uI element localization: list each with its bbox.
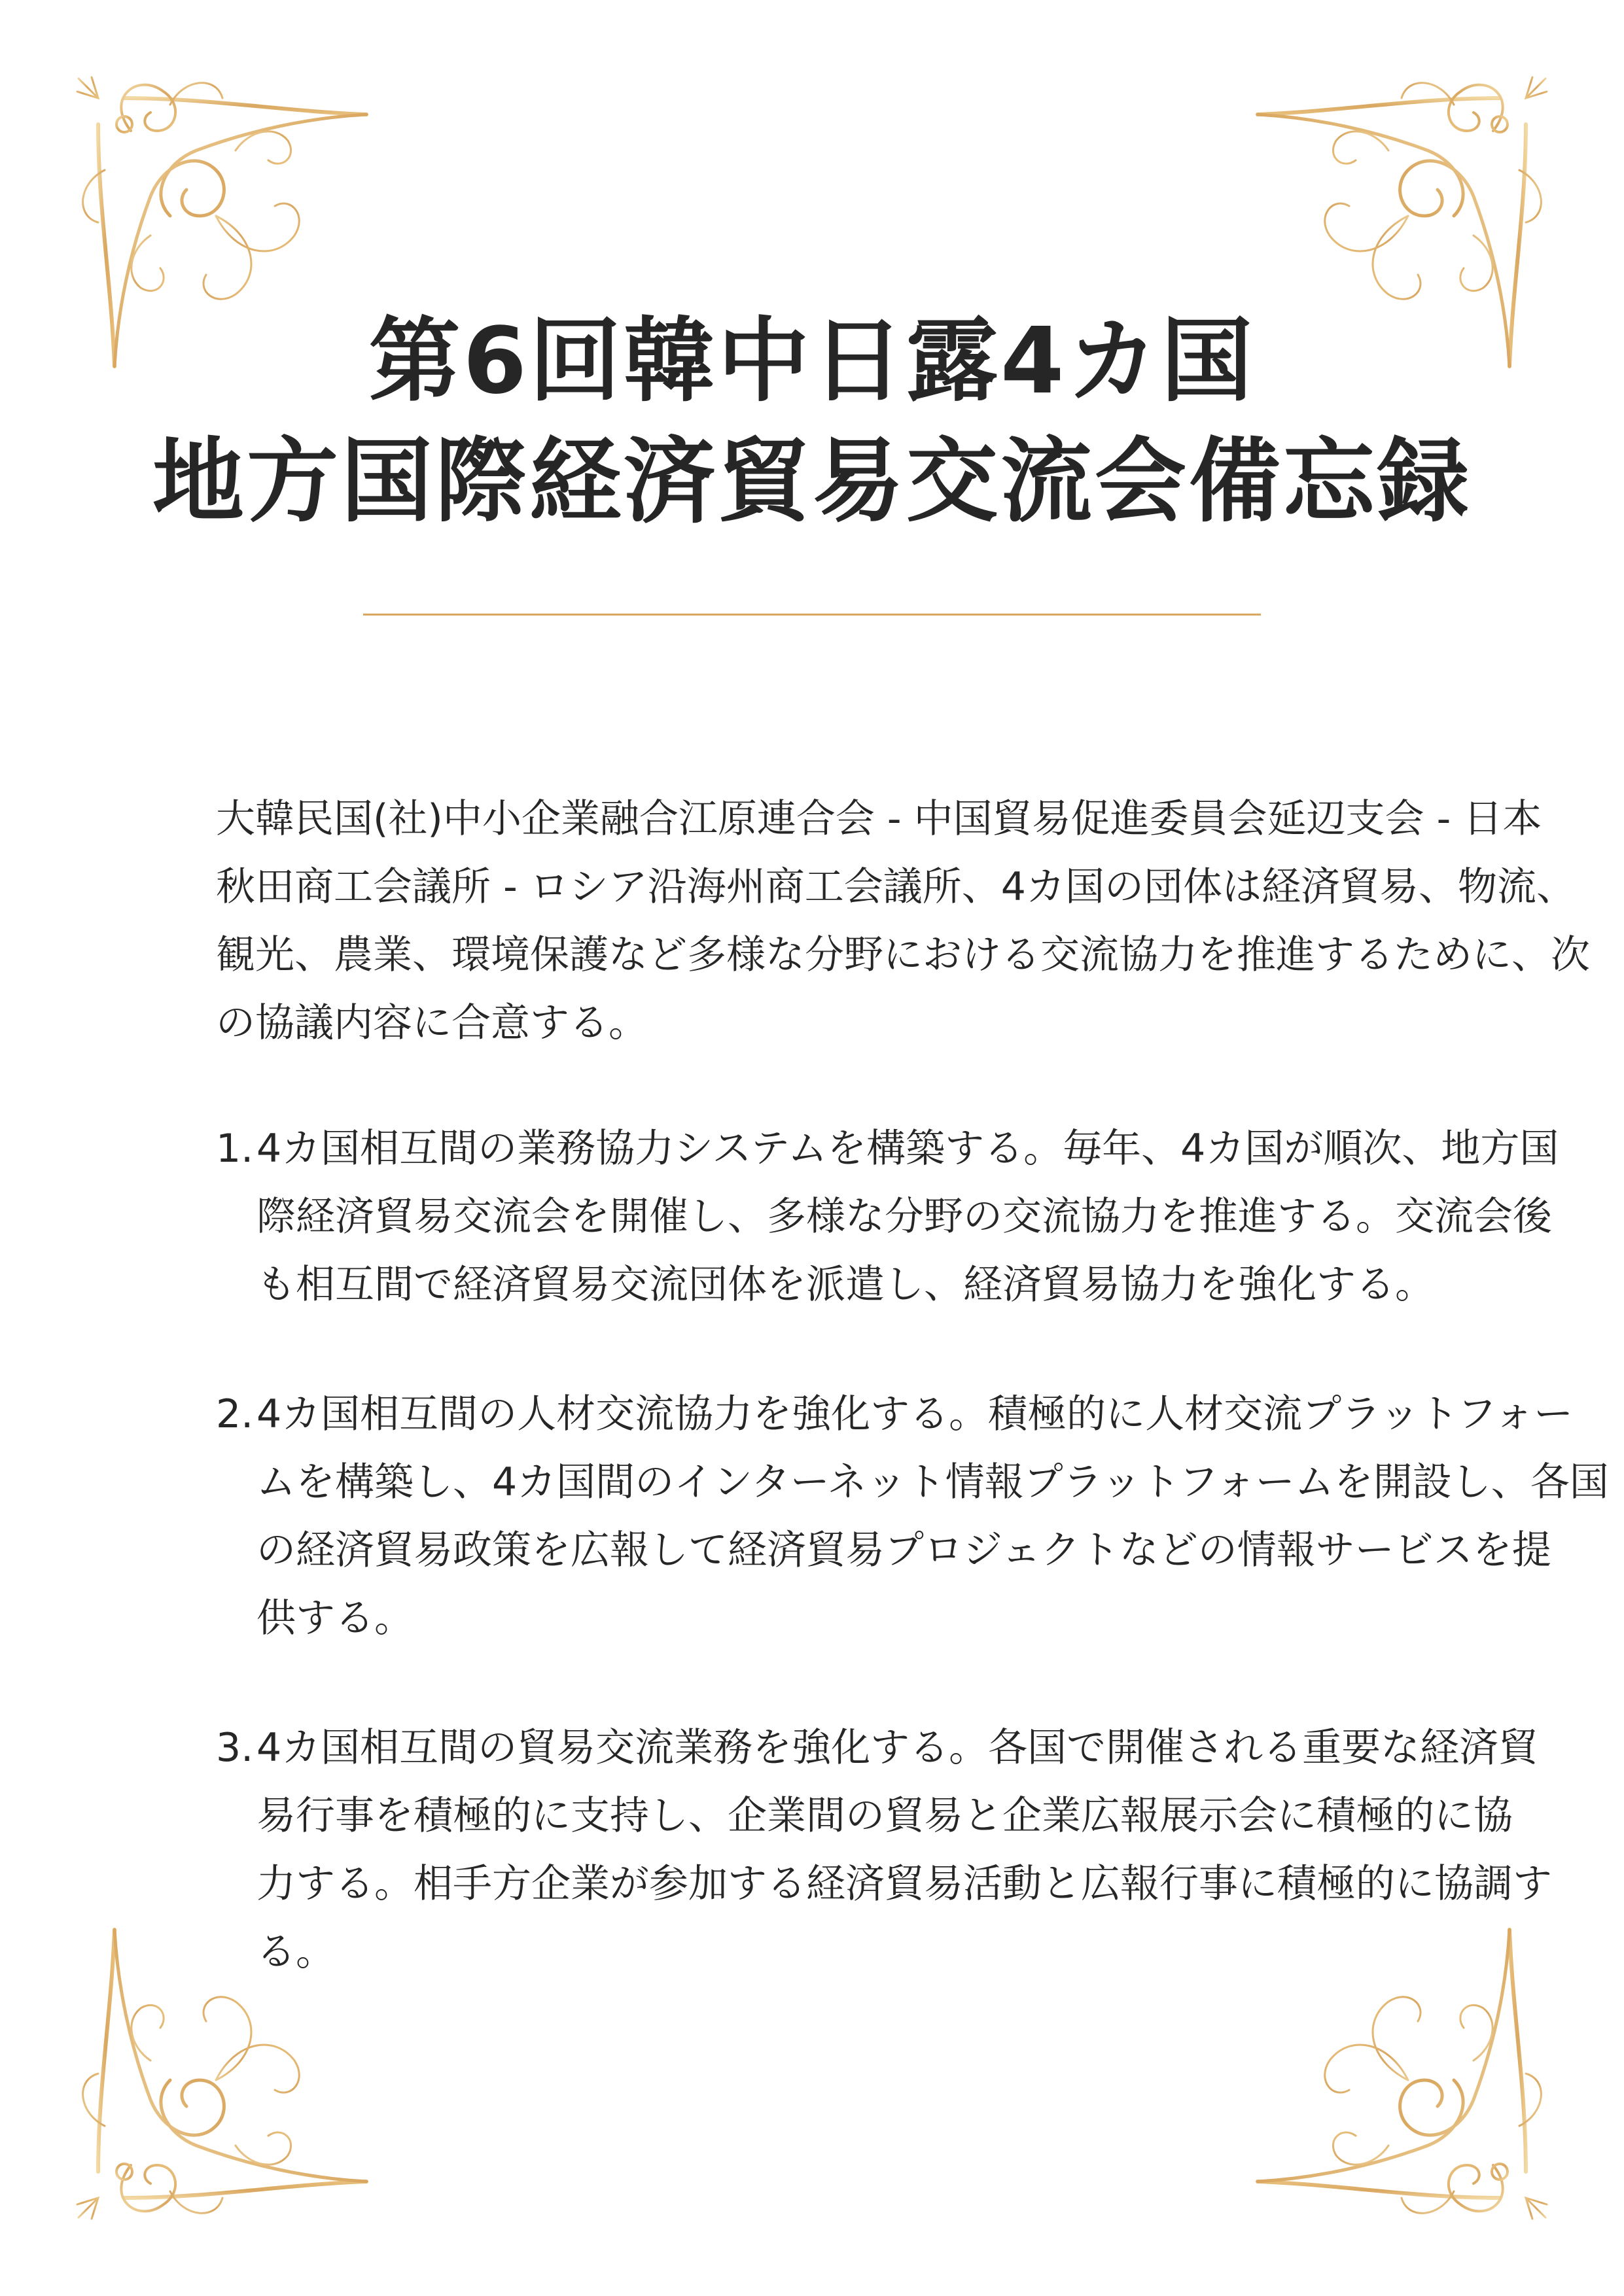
item-line: 易行事を積極的に支持し、企業間の貿易と企業広報展示会に積極的に協 bbox=[256, 1793, 1513, 1839]
item-line: 4カ国相互間の貿易交流業務を強化する。各国で開催される重要な経済貿 bbox=[256, 1725, 1538, 1771]
intro-line: 大韓民国(社)中小企業融合江原連合会 - 中国貿易促進委員会延辺支会 - 日本 bbox=[216, 796, 1542, 842]
agreement-item-1 bbox=[216, 1115, 1559, 1319]
item-line: 4カ国相互間の業務協力システムを構築する。毎年、4カ国が順次、地方国 bbox=[256, 1126, 1559, 1172]
intro-line: 秋田商工会議所 - ロシア沿海州商工会議所、4カ国の団体は経済貿易、物流、 bbox=[216, 864, 1576, 910]
item-line: 力する。相手方企業が参加する経済貿易活動と広報行事に積極的に協調す bbox=[256, 1861, 1552, 1907]
document-title-line-2: 地方国際経済貿易交流会備忘録 bbox=[152, 428, 1472, 535]
item-line: 供する。 bbox=[256, 1595, 414, 1641]
item-line: ムを構築し、4カ国間のインターネット情報プラットフォームを開設し、各国 bbox=[256, 1459, 1609, 1505]
document-title-line-1: 第6回韓中日露4カ国 bbox=[368, 308, 1256, 415]
agreement-item-2 bbox=[216, 1380, 1609, 1652]
item-line: も相互間で経済貿易交流団体を派遣し、経済貿易協力を強化する。 bbox=[256, 1262, 1434, 1308]
item-line: の経済貿易政策を広報して経済貿易プロジェクトなどの情報サービスを提 bbox=[256, 1527, 1551, 1573]
title-divider bbox=[363, 614, 1261, 616]
intro-line: の協議内容に合意する。 bbox=[216, 1000, 648, 1046]
item-number: 3. bbox=[216, 1725, 254, 1771]
item-line: 際経済貿易交流会を開催し、多様な分野の交流協力を推進する。交流会後 bbox=[256, 1194, 1552, 1240]
item-number: 2. bbox=[216, 1391, 254, 1437]
intro-paragraph bbox=[216, 785, 1590, 1057]
item-number: 1. bbox=[216, 1126, 254, 1172]
item-line: 4カ国相互間の人材交流協力を強化する。積極的に人材交流プラットフォー bbox=[256, 1391, 1574, 1437]
agreement-item-3 bbox=[216, 1714, 1552, 1986]
item-line: る。 bbox=[256, 1929, 335, 1975]
intro-line: 観光、農業、環境保護など多様な分野における交流協力を推進するために、次 bbox=[216, 932, 1590, 978]
